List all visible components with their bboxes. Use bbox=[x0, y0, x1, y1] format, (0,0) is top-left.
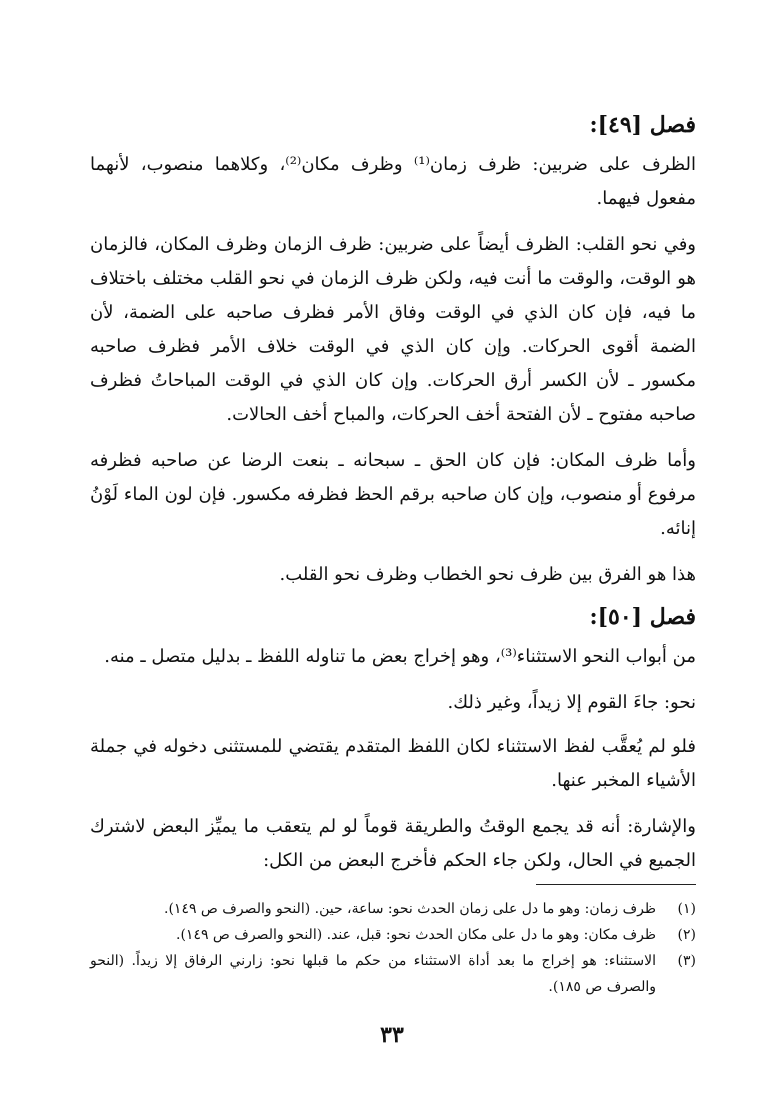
footnote-number: (١) bbox=[677, 901, 696, 917]
footnote-text: ظرف مكان: وهو ما دل على مكان الحدث نحو: قبل، عند. (النحو والصرف ص ١٤٩). bbox=[176, 927, 656, 943]
paragraph: من أبواب النحو الاستثناء⁽³⁾، وهو إخراج بعض ما تناوله اللفظ ـ بدليل متصل ـ منه. bbox=[104, 646, 696, 667]
footnote bbox=[90, 922, 696, 948]
footnote-text: الاستثناء: هو إخراج ما بعد أداة الاستثناء من حكم ما قبلها نحو: زارني الرفاق إلا زيداً. (النحو والصرف ص ١٨٥). bbox=[90, 953, 656, 995]
paragraph: والإشارة: أنه قد يجمع الوقتُ والطريقة قوماً لو لم يتعقب ما يميِّز البعض لاشترك الجميع في الحال، ولكن جاء الحكم فأخرج البعض من الكل: bbox=[90, 816, 696, 871]
paragraph: وفي نحو القلب: الظرف أيضاً على ضربين: ظرف الزمان وظرف المكان، فالزمان هو الوقت، والوقت ما أنت فيه، ولكن ظرف الزمان في نحو القلب مختلف باختلاف ما فيه، فإن كان الذي في الوقت وفاق الأمر فظرف صاحبه على الضمة، لأن الضمة أقوى الحركات. وإن كان الذي في الوقت خلاف الأمر فظرف صاحبه مكسور ـ لأن الكسر أرق الحركات. وإن كان الذي في الوقت المباحاتُ فظرف صاحبه مفتوح ـ لأن الفتحة أخف الحركات، والمباح أخف الحالات. bbox=[90, 234, 696, 425]
footnote-divider bbox=[536, 884, 696, 885]
page-number: ٣٣ bbox=[380, 1022, 404, 1048]
footnote-text: ظرف زمان: وهو ما دل على زمان الحدث نحو: ساعة، حين. (النحو والصرف ص ١٤٩). bbox=[164, 901, 656, 917]
paragraph: الظرف على ضربين: ظرف زمان⁽¹⁾ وظرف مكان⁽²⁾، وكلاهما منصوب، لأنهما مفعول فيهما. bbox=[90, 154, 696, 209]
footnote-number: (٢) bbox=[677, 927, 696, 943]
page-body bbox=[90, 110, 696, 890]
footnote bbox=[90, 948, 696, 1000]
paragraph: نحو: جاءَ القوم إلا زيداً، وغير ذلك. bbox=[447, 692, 696, 713]
paragraph: فلو لم يُعقَّب لفظ الاستثناء لكان اللفظ المتقدم يقتضي للمستثنى دخوله في جملة الأشياء المخبر عنها. bbox=[90, 736, 696, 791]
section-heading-50: فصل [٥٠]: bbox=[589, 604, 696, 630]
footnote bbox=[90, 896, 696, 922]
footnotes bbox=[90, 896, 696, 1000]
paragraph: هذا هو الفرق بين ظرف نحو الخطاب وظرف نحو القلب. bbox=[279, 564, 696, 585]
footnote-number: (٣) bbox=[677, 953, 696, 969]
section-heading-49: فصل [٤٩]: bbox=[589, 112, 696, 138]
paragraph: وأما ظرف المكان: فإن كان الحق ـ سبحانه ـ بنعت الرضا عن صاحبه فظرفه مرفوع أو منصوب، وإن كان صاحبه برقم الحظ فظرفه مكسور. فإن لون الماء لَوْنُ إنائه. bbox=[90, 450, 696, 539]
